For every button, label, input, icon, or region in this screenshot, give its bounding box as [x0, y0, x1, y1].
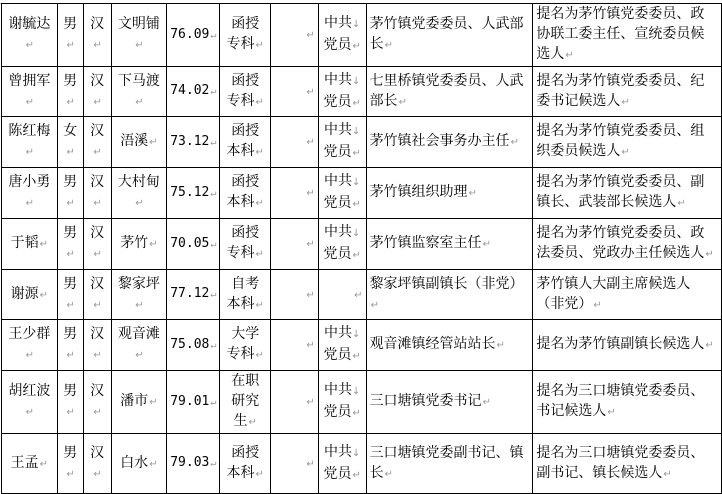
ethnicity-cell-text: 汉 ↵ [90, 123, 104, 159]
gender-cell-text: 男 ↵ [63, 225, 77, 261]
party-cell [318, 371, 366, 434]
education-line: 大学 [231, 326, 260, 342]
position-cell-text: 茅竹镇党委委员、人武部长 ↵ [370, 16, 524, 52]
birth-cell-text: 73.12 ↵ [170, 134, 216, 149]
ethnicity-cell [83, 168, 111, 219]
party-line: 党员 ↵ [322, 244, 363, 266]
name-cell-text: 谢毓达 ↵ [8, 16, 50, 52]
party-line: 中共 ↓ [322, 70, 363, 92]
position-cell [366, 320, 533, 371]
birth-cell [167, 371, 220, 434]
ethnicity-cell-text: 汉 ↵ [90, 225, 104, 261]
ethnicity-cell [83, 117, 111, 168]
table-row [2, 270, 722, 320]
education-line: 函授 [231, 123, 260, 139]
birth-cell [167, 67, 220, 117]
name-cell-text: 谢源 ↵ [11, 286, 48, 302]
ethnicity-cell-text: 汉 ↵ [90, 16, 104, 52]
empty-mark [305, 184, 314, 200]
party-line: 中共 ↓ [322, 13, 363, 35]
name-cell-text: 胡红波 ↵ [8, 383, 50, 419]
birth-cell-text: 76.09 ↵ [170, 27, 216, 42]
table-row [2, 67, 722, 117]
position-cell-text: 三口塘镇党委书记 ↵ [370, 393, 491, 409]
education-line: 专科 ↵ [223, 243, 267, 265]
name-cell-text: 于韬 ↵ [11, 235, 48, 251]
gender-cell-text: 男 ↵ [63, 445, 77, 481]
party-line: 党员 ↵ [322, 92, 363, 114]
name-cell-text: 王孟 ↵ [11, 455, 48, 471]
position-cell-text: 茅竹镇监察室主任 ↵ [370, 235, 491, 251]
education-line: 本科 ↵ [223, 294, 267, 316]
party-cell [318, 117, 366, 168]
party-line: 党员 ↵ [322, 35, 363, 57]
name-cell [2, 67, 58, 117]
table-row [2, 434, 722, 494]
proposal-cell-text: 提名为三口塘镇党委委员、书记候选人 ↵ [536, 383, 704, 419]
proposal-cell-text: 茅竹镇人大副主席候选人（非党） ↵ [536, 276, 690, 312]
position-cell-text: 七里桥镇党委委员、人武部长 ↵ [370, 73, 524, 109]
ethnicity-cell-text: 汉 ↵ [90, 326, 104, 362]
ethnicity-cell [83, 4, 111, 67]
party-line: 党员 ↵ [322, 142, 363, 164]
proposal-cell-text: 提名为茅竹镇党委委员、政法委员、党政办主任候选人 ↵ [536, 225, 713, 261]
party-line: 党员 ↵ [322, 345, 363, 367]
empty-mark [305, 235, 314, 251]
position-cell [366, 67, 533, 117]
gender-cell-text: 男 ↵ [63, 326, 77, 362]
birthplace-cell [111, 168, 167, 219]
ethnicity-cell-text: 汉 ↵ [90, 73, 104, 109]
ethnicity-cell [83, 371, 111, 434]
birth-cell-text: 79.01 ↵ [170, 394, 216, 409]
proposal-cell [533, 320, 722, 371]
name-cell [2, 4, 58, 67]
position-cell-text: 黎家坪镇副镇长（非党） ↵ [370, 276, 524, 312]
education-cell [220, 320, 271, 371]
name-cell [2, 168, 58, 219]
blank-cell [271, 168, 319, 219]
birthplace-cell [111, 219, 167, 270]
gender-cell-text: 男 ↵ [63, 174, 77, 210]
party-line: 中共 ↓ [322, 120, 363, 142]
blank-cell [271, 434, 319, 494]
empty-mark [305, 455, 314, 471]
birthplace-cell [111, 270, 167, 320]
position-cell-text: 茅竹镇社会事务办主任 ↵ [370, 133, 519, 149]
position-cell-text: 观音滩镇经管站站长 ↵ [370, 336, 505, 352]
table-row [2, 4, 722, 67]
gender-cell-text: 男 ↵ [63, 73, 77, 109]
candidate-table [1, 3, 722, 494]
party-line: 中共 ↓ [322, 222, 363, 244]
education-cell [220, 219, 271, 270]
blank-cell [271, 270, 319, 320]
name-cell [2, 270, 58, 320]
table-row [2, 219, 722, 270]
education-line: 专科 ↵ [223, 91, 267, 113]
proposal-cell [533, 168, 722, 219]
education-line: 本科 ↵ [223, 192, 267, 214]
position-cell [366, 168, 533, 219]
name-cell [2, 219, 58, 270]
position-cell [366, 219, 533, 270]
name-cell [2, 434, 58, 494]
table-row [2, 168, 722, 219]
education-cell [220, 270, 271, 320]
name-cell [2, 320, 58, 371]
name-cell [2, 371, 58, 434]
education-line: 函授 [231, 174, 260, 190]
birth-cell [167, 434, 220, 494]
birth-cell [167, 117, 220, 168]
blank-cell [271, 67, 319, 117]
birthplace-cell-text: 大村甸 ↵ [118, 174, 160, 210]
name-cell-text: 王少群 ↵ [8, 326, 50, 362]
education-cell [220, 4, 271, 67]
ethnicity-cell-text: 汉 ↵ [90, 276, 104, 312]
empty-mark [305, 133, 314, 149]
blank-cell [271, 371, 319, 434]
empty-mark [305, 83, 314, 99]
birthplace-cell-text: 潘市 ↵ [120, 393, 157, 409]
blank-cell [271, 320, 319, 371]
blank-cell [271, 117, 319, 168]
education-line: 专科 ↵ [223, 34, 267, 56]
party-cell [318, 168, 366, 219]
birthplace-cell-text: 文明铺 ↵ [118, 16, 160, 52]
ethnicity-cell-text: 汉 ↵ [90, 174, 104, 210]
party-cell [318, 434, 366, 494]
party-cell [318, 67, 366, 117]
birth-cell-text: 75.08 ↵ [170, 337, 216, 352]
proposal-cell [533, 270, 722, 320]
gender-cell [57, 270, 83, 320]
table-row [2, 117, 722, 168]
proposal-cell-text: 提名为茅竹镇党委委员、副镇长、武装部长候选人 ↵ [536, 174, 704, 210]
party-cell [318, 270, 366, 320]
birth-cell [167, 270, 220, 320]
party-line: 党员 ↵ [322, 464, 363, 486]
party-cell [318, 219, 366, 270]
gender-cell-text: 男 ↵ [63, 16, 77, 52]
empty-mark [305, 26, 314, 42]
birthplace-cell [111, 67, 167, 117]
ethnicity-cell-text: 汉 ↵ [90, 445, 104, 481]
table-row [2, 320, 722, 371]
ethnicity-cell [83, 67, 111, 117]
position-cell [366, 117, 533, 168]
ethnicity-cell [83, 320, 111, 371]
birthplace-cell-text: 白水 ↵ [120, 455, 157, 471]
table-row [2, 371, 722, 434]
empty-mark [305, 393, 314, 409]
position-cell [366, 4, 533, 67]
gender-cell-text: 女 ↵ [63, 123, 77, 159]
birthplace-cell-text: 浯溪 ↵ [120, 133, 157, 149]
gender-cell [57, 320, 83, 371]
blank-cell [271, 219, 319, 270]
gender-cell [57, 168, 83, 219]
birthplace-cell-text: 黎家坪 ↵ [118, 276, 160, 312]
birth-cell [167, 219, 220, 270]
education-line: 函授 [231, 72, 260, 89]
education-cell [220, 67, 271, 117]
birth-cell-text: 74.02 ↵ [170, 83, 216, 98]
position-cell-text: 三口塘镇党委副书记、镇长 ↵ [370, 445, 524, 481]
empty-mark [353, 286, 362, 302]
birthplace-cell-text: 下马渡 ↵ [118, 73, 160, 109]
gender-cell [57, 67, 83, 117]
education-line: 在职 [231, 373, 260, 389]
education-cell [220, 117, 271, 168]
gender-cell [57, 4, 83, 67]
position-cell [366, 371, 533, 434]
party-cell [318, 4, 366, 67]
gender-cell-text: 男 ↵ [63, 276, 77, 312]
position-cell [366, 434, 533, 494]
empty-mark [305, 336, 314, 352]
birthplace-cell-text: 茅竹 ↵ [120, 235, 157, 251]
birth-cell-text: 79.03 ↵ [170, 455, 216, 470]
birth-cell [167, 4, 220, 67]
ethnicity-cell [83, 219, 111, 270]
birthplace-cell [111, 371, 167, 434]
education-cell [220, 168, 271, 219]
education-line: 本科 ↵ [223, 141, 267, 163]
gender-cell [57, 371, 83, 434]
proposal-cell-text: 提名为三口塘镇党委委员、副书记、镇长候选人 ↵ [536, 445, 704, 481]
ethnicity-cell-text: 汉 ↵ [90, 383, 104, 419]
education-cell [220, 371, 271, 434]
empty-mark [305, 286, 314, 302]
birth-cell-text: 70.05 ↵ [170, 236, 216, 251]
party-line: 党员 ↵ [322, 402, 363, 424]
name-cell [2, 117, 58, 168]
party-line: 中共 ↓ [322, 442, 363, 464]
party-line: 党员 ↵ [322, 193, 363, 215]
gender-cell-text: 男 ↵ [63, 383, 77, 419]
name-cell-text: 曾拥军 ↵ [8, 73, 50, 109]
proposal-cell-text: 提名为茅竹镇副镇长候选人 ↵ [536, 336, 713, 352]
birthplace-cell [111, 434, 167, 494]
proposal-cell-text: 提名为茅竹镇党委委员、组织委员候选人 ↵ [536, 123, 704, 159]
gender-cell [57, 434, 83, 494]
position-cell [366, 270, 533, 320]
proposal-cell [533, 67, 722, 117]
birthplace-cell [111, 117, 167, 168]
proposal-cell [533, 219, 722, 270]
name-cell-text: 陈红梅 ↵ [8, 123, 50, 159]
proposal-cell [533, 117, 722, 168]
ethnicity-cell [83, 434, 111, 494]
proposal-cell [533, 434, 722, 494]
education-cell [220, 434, 271, 494]
education-line: 函授 [231, 225, 260, 241]
education-line: 生 ↵ [223, 411, 267, 433]
education-line: 自考 [231, 275, 260, 292]
proposal-cell [533, 4, 722, 67]
birthplace-cell [111, 4, 167, 67]
gender-cell [57, 117, 83, 168]
position-cell-text: 茅竹镇组织助理 ↵ [370, 184, 477, 200]
education-line: 函授 [231, 16, 260, 32]
birth-cell-text: 77.12 ↵ [170, 286, 216, 301]
proposal-cell [533, 371, 722, 434]
proposal-cell-text: 提名为茅竹镇党委委员、政协联工委主任、宣统委员候选人 ↵ [536, 6, 704, 62]
birth-cell [167, 168, 220, 219]
birthplace-cell-text: 观音滩 ↵ [118, 326, 160, 362]
ethnicity-cell [83, 270, 111, 320]
education-line: 研究 [231, 393, 260, 409]
education-line: 专科 ↵ [223, 344, 267, 366]
name-cell-text: 唐小勇 ↵ [8, 174, 50, 210]
proposal-cell-text: 提名为茅竹镇党委委员、纪委书记候选人 ↵ [536, 73, 704, 109]
birth-cell [167, 320, 220, 371]
education-line: 本科 ↵ [223, 463, 267, 485]
party-line: 中共 ↓ [322, 323, 363, 345]
gender-cell [57, 219, 83, 270]
party-line: 中共 ↓ [322, 380, 363, 402]
party-line: 中共 ↓ [322, 171, 363, 193]
blank-cell [271, 4, 319, 67]
education-line: 函授 [231, 444, 260, 461]
birthplace-cell [111, 320, 167, 371]
party-cell [318, 320, 366, 371]
birth-cell-text: 75.12 ↵ [170, 185, 216, 200]
